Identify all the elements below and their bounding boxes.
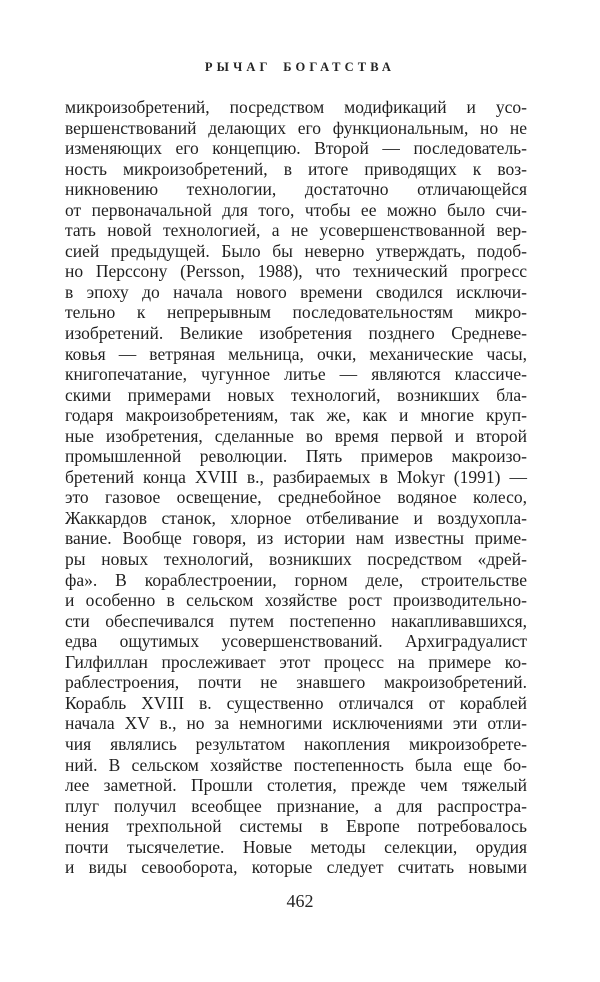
text-line: и особенно в сельском хозяйстве рост производительно- — [65, 590, 527, 611]
text-line: лее заметной. Прошли столетия, прежде чем тяжелый — [65, 775, 527, 796]
text-line: вершенствований делающих его функциональным, но не — [65, 117, 527, 138]
text-line: Гилфиллан прослеживает этот процесс на примере ко- — [65, 651, 527, 672]
text-line: это газовое освещение, среднебойное водяное колесо, — [65, 487, 527, 508]
text-line: изменяющих его концепцию. Второй — последователь- — [65, 138, 527, 159]
text-line: тельно к непрерывным последовательностям микро- — [65, 302, 527, 323]
text-line: годаря макроизобретениям, так же, как и многие круп- — [65, 405, 527, 426]
text-line: плуг получил всеобщее признание, а для распростра- — [65, 795, 527, 816]
text-line: нения трехпольной системы в Европе потребовалось — [65, 816, 527, 837]
text-line: ний. В сельском хозяйстве постепенность была еще бо- — [65, 754, 527, 775]
text-line: вание. Вообще говоря, из истории нам известны приме- — [65, 528, 527, 549]
text-line: ры новых технологий, возникших посредством «дрей- — [65, 549, 527, 570]
body-text — [65, 97, 527, 878]
text-line: чия являлись результатом накопления микроизобрете- — [65, 733, 527, 754]
text-line: сти обеспечивался путем постепенно накапливавшихся, — [65, 610, 527, 631]
text-line: Жаккардов станок, хлорное отбеливание и воздухопла- — [65, 507, 527, 528]
text-line: тать новой технологией, а не усовершенствованной вер- — [65, 220, 527, 241]
text-line: почти тысячелетие. Новые методы селекции, орудия — [65, 836, 527, 857]
text-line: скими примерами новых технологий, возникших бла- — [65, 384, 527, 405]
text-line: сией предыдущей. Было бы неверно утверждать, подоб- — [65, 240, 527, 261]
text-line: промышленной революции. Пять примеров макроизо- — [65, 446, 527, 467]
text-line: ные изобретения, сделанные во время первой и второй — [65, 425, 527, 446]
text-line: фа». В кораблестроении, горном деле, строительстве — [65, 569, 527, 590]
text-line: едва ощутимых усовершенствований. Архиградуалист — [65, 631, 527, 652]
text-line: раблестроения, почти не знавшего макроизобретений. — [65, 672, 527, 693]
text-line: и виды севооборота, которые следует считать новыми — [65, 857, 527, 878]
text-line: но Перссону (Persson, 1988), что технический прогресс — [65, 261, 527, 282]
running-head: РЫЧАГ БОГАТСТВА — [204, 60, 396, 74]
page-number: 462 — [286, 891, 314, 911]
text-line: бретений конца XVIII в., разбираемых в Mokyr (1991) — — [65, 466, 527, 487]
text-line: микроизобретений, посредством модификаций и усо- — [65, 97, 527, 117]
text-line: ковья — ветряная мельница, очки, механические часы, — [65, 343, 527, 364]
text-line: изобретений. Великие изобретения позднего Средневе- — [65, 323, 527, 344]
text-line: книгопечатание, чугунное литье — являются классиче- — [65, 364, 527, 385]
text-line: от первоначальной для того, чтобы ее можно было счи- — [65, 199, 527, 220]
text-line: в эпоху до начала нового времени сводился исключи- — [65, 281, 527, 302]
text-line: начала XV в., но за немногими исключениями эти отли- — [65, 713, 527, 734]
text-line: никновению технологии, достаточно отличающейся — [65, 179, 527, 200]
text-line: Корабль XVIII в. существенно отличался от кораблей — [65, 692, 527, 713]
text-line: ность микроизобретений, в итоге приводящих к воз- — [65, 158, 527, 179]
